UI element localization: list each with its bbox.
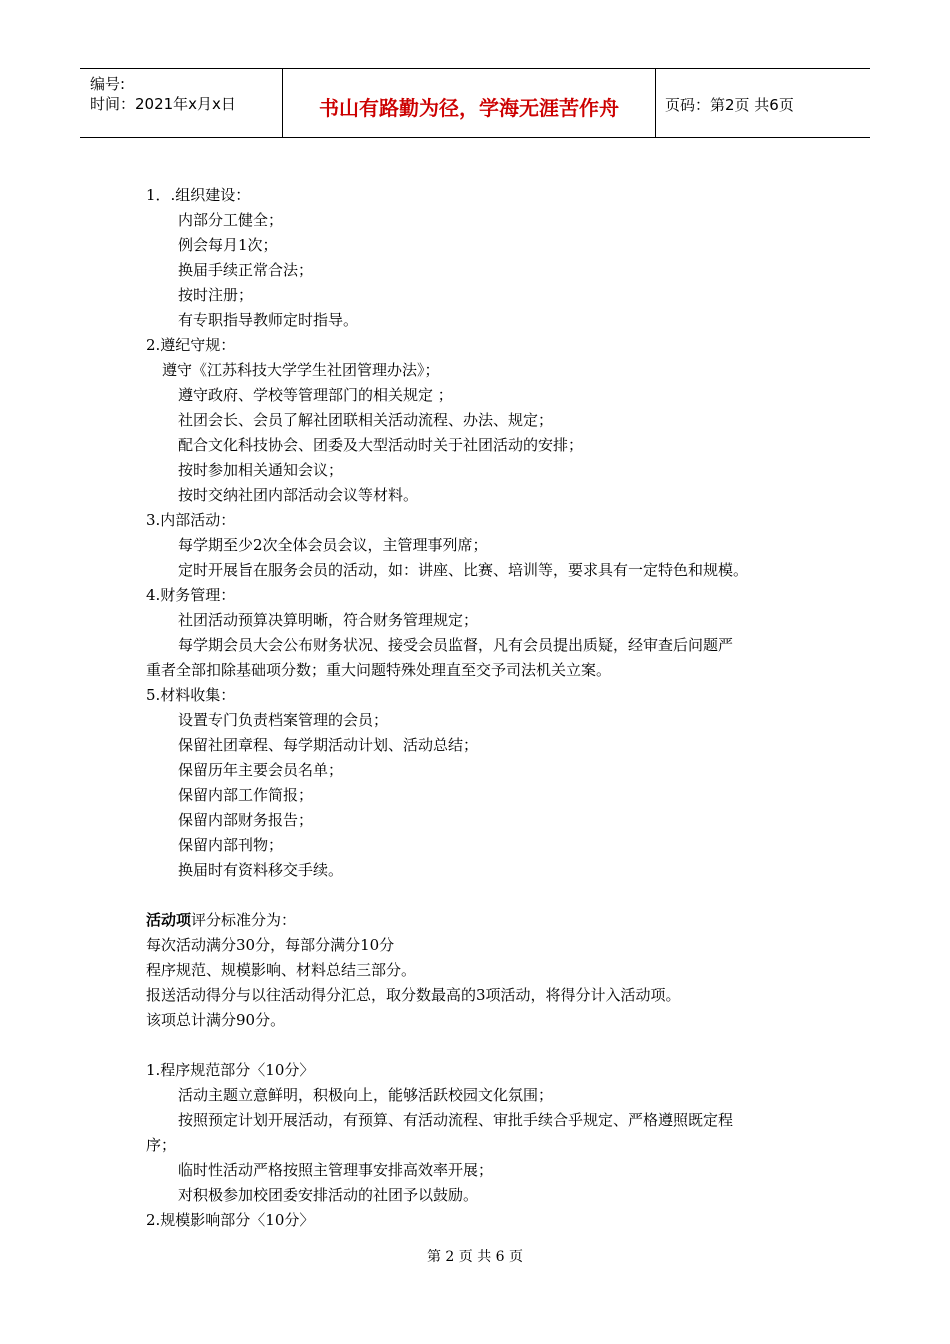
body-line: 社团会长、会员了解社团联相关活动流程、办法、规定； bbox=[178, 411, 554, 429]
document-number-label: 编号: bbox=[90, 75, 126, 93]
section-heading: 2.规模影响部分〈10分〉 bbox=[146, 1211, 315, 1229]
body-line: 社团活动预算决算明晰，符合财务管理规定； bbox=[178, 611, 479, 629]
body-line: 每学期至少2次全体会员会议，主管理事列席； bbox=[178, 536, 488, 554]
body-line: 保留内部刊物； bbox=[178, 836, 284, 854]
body-line: 保留内部财务报告； bbox=[178, 811, 314, 829]
body-line: 按时交纳社团内部活动会议等材料。 bbox=[178, 486, 419, 504]
body-line: 定时开展旨在服务会员的活动，如：讲座、比赛、培训等，要求具有一定特色和规模。 bbox=[178, 561, 749, 579]
header-left-cell bbox=[80, 69, 282, 137]
body-line: 该项总计满分90分。 bbox=[146, 1011, 286, 1029]
scoring-intro-text: 评分标准分为： bbox=[191, 911, 297, 929]
section-heading: 1.程序规范部分〈10分〉 bbox=[146, 1061, 315, 1079]
body-line: 换届时有资料移交手续。 bbox=[178, 861, 344, 879]
page-header bbox=[80, 68, 870, 138]
bold-term: 活动项 bbox=[146, 911, 192, 929]
body-line: 每次活动满分30分，每部分满分10分 bbox=[146, 936, 395, 954]
body-line: 按时参加相关通知会议； bbox=[178, 461, 344, 479]
section-heading: 4.财务管理： bbox=[146, 586, 236, 604]
body-line: 按时注册； bbox=[178, 286, 254, 304]
body-line: 保留内部工作简报； bbox=[178, 786, 314, 804]
body-line: 重者全部扣除基础项分数；重大问题特殊处理直至交予司法机关立案。 bbox=[146, 661, 612, 679]
body-line: 临时性活动严格按照主管理事安排高效率开展； bbox=[178, 1161, 494, 1179]
body-line: 对积极参加校团委安排活动的社团予以鼓励。 bbox=[178, 1186, 479, 1204]
body-line: 遵守《江苏科技大学学生社团管理办法》； bbox=[162, 361, 440, 379]
body-line: 序； bbox=[146, 1136, 177, 1154]
header-motto: 书山有路勤为径，学海无涯苦作舟 bbox=[319, 96, 619, 120]
document-date-label: 时间：2021年x月x日 bbox=[90, 95, 236, 113]
section-heading: 1．.组织建设： bbox=[146, 186, 251, 204]
body-line: 配合文化科技协会、团委及大型活动时关于社团活动的安排； bbox=[178, 436, 584, 454]
body-line: 设置专门负责档案管理的会员； bbox=[178, 711, 389, 729]
body-line: 保留历年主要会员名单； bbox=[178, 761, 344, 779]
body-line: 有专职指导教师定时指导。 bbox=[178, 311, 359, 329]
section-heading: 5.材料收集： bbox=[146, 686, 236, 704]
body-line: 按照预定计划开展活动，有预算、有活动流程、审批手续合乎规定、严格遵照既定程 bbox=[178, 1111, 734, 1129]
page-footer: 第 2 页 共 6 页 bbox=[426, 1249, 524, 1265]
header-right-cell bbox=[655, 69, 870, 137]
header-motto-cell bbox=[282, 69, 656, 137]
body-line: 保留社团章程、每学期活动计划、活动总结； bbox=[178, 736, 479, 754]
scoring-intro-line bbox=[146, 910, 296, 930]
body-line: 例会每月1次； bbox=[178, 236, 278, 254]
body-line: 活动主题立意鲜明，积极向上，能够活跃校园文化氛围； bbox=[178, 1086, 554, 1104]
body-line: 每学期会员大会公布财务状况、接受会员监督，凡有会员提出质疑，经审查后问题严 bbox=[178, 636, 734, 654]
body-line: 遵守政府、学校等管理部门的相关规定 ； bbox=[178, 386, 453, 404]
section-heading: 2.遵纪守规： bbox=[146, 336, 236, 354]
body-line: 程序规范、规模影响、材料总结三部分。 bbox=[146, 961, 417, 979]
section-heading: 3.内部活动： bbox=[146, 511, 236, 529]
body-line: 内部分工健全； bbox=[178, 211, 284, 229]
body-line: 换届手续正常合法； bbox=[178, 261, 314, 279]
body-line: 报送活动得分与以往活动得分汇总，取分数最高的3项活动，将得分计入活动项。 bbox=[146, 986, 681, 1004]
header-page-info: 页码：第2页 共6页 bbox=[665, 96, 794, 114]
